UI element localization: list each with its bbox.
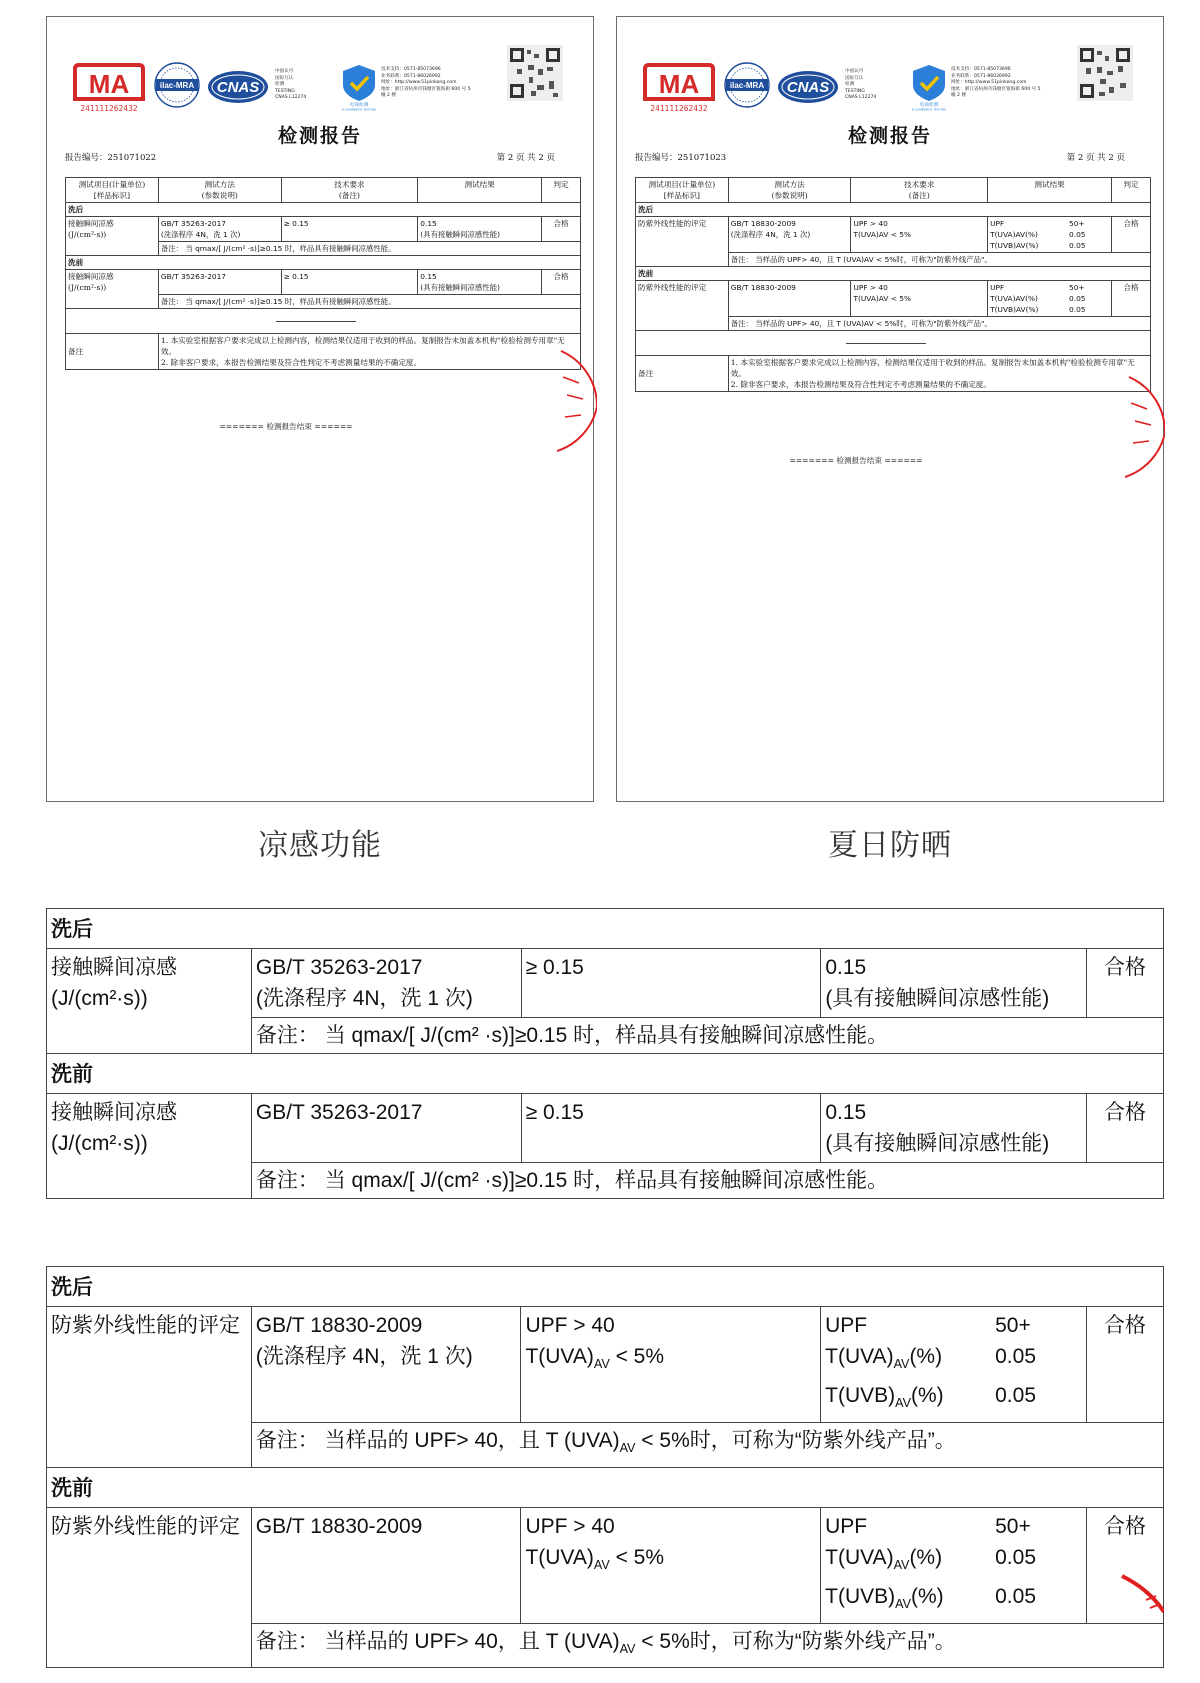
test-result: 0.15 (具有接触瞬间凉感性能) [418, 270, 542, 295]
note-2: 2. 除非客户要求，本报告检测结果及符合性判定不考虑测量结果的不确定度。 [730, 380, 991, 389]
requirement-upf: UPF > 40 [525, 1514, 615, 1538]
verdict: 合格 [1112, 281, 1151, 317]
result-uva: $T(UVA)_{AV}(\%)$ 0.05 [825, 1345, 1036, 1372]
remark: 备注： 当样品的 UPF> 40，且 T (UVA)AV < 5%时，可称为"防紫外线产品"。 [728, 317, 1150, 331]
test-result: UPF 50+ T(UVA)AV(%) 0.05 T(UVB)AV(%) 0.05 [988, 281, 1112, 317]
page-info: 第 2 页 共 2 页 [1066, 153, 1125, 163]
result-upf: UPF 50+ [825, 1314, 1031, 1337]
table-row [47, 1307, 1164, 1423]
red-seal-stamp-icon [557, 347, 597, 457]
ecommerce-testing-shield-icon [907, 63, 951, 111]
notes [728, 356, 1150, 392]
spacer-row [636, 331, 1151, 356]
cnas-caption-line: CNAS L12274 [275, 95, 307, 101]
report-title: 检测报告 [277, 125, 362, 147]
cnas-caption-line: 检测 [275, 82, 285, 88]
contact-line: 业务联系：0571-86026992 [381, 73, 441, 79]
uv-detail-table [46, 1266, 1164, 1668]
note-2: 2. 除非客户要求，本报告检测结果及符合性判定不考虑测量结果的不确定度。 [160, 358, 422, 367]
ecommerce-cn: 电商检测 [349, 103, 369, 108]
test-item: 防紫外线性能的评定 [636, 281, 729, 331]
result-value: 0.15 [825, 956, 867, 979]
report-table [65, 177, 581, 370]
test-item-unit: (J/(cm²·s)) [51, 1132, 148, 1155]
report-table [635, 177, 1151, 392]
cnas-caption-line: TESTING [275, 88, 295, 94]
notes [158, 334, 580, 370]
result-note: (具有接触瞬间凉感性能) [825, 1132, 1050, 1155]
cma-text: MA [658, 69, 700, 99]
cnas-text: CNAS [216, 79, 260, 96]
divider [276, 321, 356, 322]
section-label: 洗前 [636, 267, 1151, 281]
section-label: 洗后 [66, 203, 581, 217]
contact-line: 幢 2 楼 [381, 93, 397, 99]
contact-line: 幢 2 楼 [951, 93, 967, 99]
table-header-row [66, 178, 581, 203]
verdict: 合格 [1087, 1507, 1164, 1623]
notes-row [636, 356, 1151, 392]
caption-cooling: 凉感功能 [258, 828, 382, 863]
section-label-after-wash: 洗后 [47, 909, 1164, 949]
notes-label: 备注 [636, 356, 729, 392]
requirement: UPF > 40 T(UVA)AV < 5% [851, 281, 988, 317]
verdict: 合格 [1112, 217, 1151, 253]
test-method: GB/T 35263-2017 [251, 1094, 521, 1163]
verdict: 合格 [1087, 949, 1164, 1018]
table-row [66, 270, 581, 295]
table-row [636, 281, 1151, 317]
column-header: 测试项目(计量单位) [样品标识] [66, 178, 159, 203]
ecommerce-en: E-COMMERCE TESTING [341, 107, 377, 111]
cma-logo-icon [71, 61, 147, 115]
column-header: 测试方法 (参数说明) [728, 178, 851, 203]
result-value: 0.15 [825, 1101, 867, 1124]
divider [846, 343, 926, 344]
result-uva: $T(UVA)_{AV}(\%)$ 0.05 [825, 1545, 1036, 1572]
test-result: 0.15 (具有接触瞬间凉感性能) [418, 217, 542, 242]
cnas-caption-line: 国际互认 [275, 75, 294, 81]
ilac-text: ilac-MRA [159, 81, 195, 90]
contact-line: 地址：浙江省杭州市钱塘区银海街 600 号 5 [951, 86, 1041, 92]
result-upf: UPF 50+ [825, 1514, 1031, 1538]
test-result [821, 1507, 1087, 1623]
test-item: 接触瞬间凉感 (J/(cm²·s)) [66, 217, 159, 256]
test-result: UPF 50+ T(UVA)AV(%) 0.05 T(UVB)AV(%) 0.05 [988, 217, 1112, 253]
column-header: 测试结果 [988, 178, 1112, 203]
requirement: ≥ 0.15 [521, 1094, 821, 1163]
contact-info [951, 67, 1071, 100]
ecommerce-en: E-COMMERCE TESTING [911, 107, 947, 111]
test-method: GB/T 18830-2009 [251, 1507, 521, 1623]
section-label-before-wash: 洗前 [47, 1467, 1164, 1507]
certification-logos [641, 51, 1111, 121]
section-label-after-wash: 洗后 [47, 1267, 1164, 1307]
cma-number: 241111262432 [650, 104, 708, 113]
cnas-caption-line: 中国认可 [275, 69, 294, 74]
report-end: ======= 检测报告结束 ====== [219, 422, 353, 431]
qr-code-icon[interactable] [1077, 45, 1133, 101]
verdict: 合格 [542, 270, 581, 295]
remark: 备注： 当 qmax/[ J/(cm² ·s)]≥0.15 时，样品具有接触瞬间凉感性能。 [251, 1018, 1163, 1054]
method-note: (洗涤程序 4N，洗 1 次) [255, 1345, 473, 1368]
table-row [47, 1507, 1164, 1623]
remark: 备注： 当 qmax/[ J/(cm² ·s)]≥0.15 时，样品具有接触瞬间凉感性能。 [158, 295, 580, 309]
cnas-caption-line: 国际互认 [845, 75, 864, 81]
contact-info [381, 67, 501, 100]
notes-row [66, 334, 581, 370]
contact-line: 网址：http://www.51pinkong.com [381, 80, 457, 86]
method-standard: GB/T 35263-2017 [255, 956, 423, 979]
column-header: 判定 [542, 178, 581, 203]
cnas-logo-icon [207, 69, 269, 105]
requirement-uva: $T(UVA)_{AV} < 5\%$ [525, 1345, 665, 1372]
requirement [521, 1307, 821, 1423]
cma-logo-icon [641, 61, 717, 115]
test-method: GB/T 18830-2009 [728, 281, 851, 317]
test-item-unit: (J/(cm²·s)) [51, 987, 148, 1010]
test-item: 防紫外线性能的评定 [636, 217, 729, 267]
verdict: 合格 [1087, 1307, 1164, 1423]
contact-line: 网址：http://www.51pinkong.com [951, 80, 1027, 86]
caption-uv: 夏日防晒 [828, 828, 952, 863]
ilac-mra-logo-icon [723, 61, 771, 109]
test-method: GB/T 35263-2017 [158, 270, 281, 295]
report-number: 报告编号：251071022 [65, 153, 157, 163]
requirement-upf: UPF > 40 [525, 1314, 615, 1337]
note-1: 1. 本实验室根据客户要求完成以上检测内容，检测结果仅适用于收到的样品。复制报告未加盖本机构"检验检测专用章"无效。 [160, 336, 565, 356]
requirement: UPF > 40 T(UVA)AV < 5% [851, 217, 988, 253]
note-1: 1. 本实验室根据客户要求完成以上检测内容，检测结果仅适用于收到的样品。复制报告未加盖本机构"检验检测专用章"无效。 [730, 358, 1135, 378]
test-result [821, 949, 1087, 1018]
contact-line: 技术支持：0571-85073696 [951, 67, 1011, 72]
test-item: 防紫外线性能的评定 [47, 1307, 252, 1468]
table-row [66, 217, 581, 242]
cnas-caption-line: CNAS L12274 [845, 95, 877, 101]
remark: 备注： 当样品的 UPF> 40，且 T $(UVA)_{AV} < 5\%$时，可称为“防紫外线产品”。 [251, 1423, 1163, 1467]
column-header: 技术要求 (备注) [851, 178, 988, 203]
result-uvb: $T(UVB)_{AV}(\%)$ 0.05 [825, 1584, 1036, 1611]
result-uvb: $T(UVB)_{AV}(\%)$ 0.05 [825, 1384, 1036, 1411]
table-row [47, 949, 1164, 1018]
qr-code-icon[interactable] [507, 45, 563, 101]
test-method: GB/T 18830-2009 (洗涤程序 4N，洗 1 次) [728, 217, 851, 253]
requirement: ≥ 0.15 [281, 270, 418, 295]
test-item [47, 949, 252, 1054]
method-note: (洗涤程序 4N，洗 1 次) [255, 987, 473, 1010]
cnas-caption-line: 检测 [845, 82, 855, 88]
red-seal-stamp-icon [1125, 373, 1165, 483]
remark: 备注： 当 qmax/[ J/(cm² ·s)]≥0.15 时，样品具有接触瞬间凉感性能。 [158, 242, 580, 256]
table-row [636, 217, 1151, 253]
remark: 备注： 当样品的 UPF> 40，且 T $(UVA)_{AV} < 5\%$时，可称为“防紫外线产品”。 [251, 1623, 1163, 1667]
cnas-caption [845, 69, 905, 102]
test-method [251, 1307, 521, 1423]
red-seal-stamp-edge-icon [1120, 1570, 1164, 1614]
requirement [521, 1507, 821, 1623]
column-header: 测试项目(计量单位) [样品标识] [636, 178, 729, 203]
verdict: 合格 [542, 217, 581, 242]
cooling-detail-table [46, 908, 1164, 1199]
cnas-logo-icon [777, 69, 839, 105]
result-note: (具有接触瞬间凉感性能) [825, 987, 1050, 1010]
section-label-before-wash: 洗前 [47, 1054, 1164, 1094]
report-card-cooling [46, 16, 594, 802]
ecommerce-testing-shield-icon [337, 63, 381, 111]
cnas-text: CNAS [786, 79, 830, 96]
requirement: ≥ 0.15 [521, 949, 821, 1018]
requirement-uva: $T(UVA)_{AV} < 5\%$ [525, 1545, 665, 1572]
test-result [821, 1094, 1087, 1163]
test-item: 防紫外线性能的评定 [47, 1507, 252, 1668]
notes-label: 备注 [66, 334, 159, 370]
requirement: ≥ 0.15 [281, 217, 418, 242]
table-header-row [636, 178, 1151, 203]
test-method [251, 949, 521, 1018]
column-header: 测试结果 [418, 178, 542, 203]
section-label: 洗前 [66, 256, 581, 270]
test-result [821, 1307, 1087, 1423]
test-item-name: 接触瞬间凉感 [51, 955, 177, 979]
column-header: 测试方法 (参数说明) [158, 178, 281, 203]
test-item [47, 1094, 252, 1199]
cma-number: 241111262432 [80, 104, 138, 113]
cma-text: MA [88, 69, 130, 99]
cnas-caption-line: 中国认可 [845, 69, 864, 74]
report-number: 报告编号：251071023 [635, 153, 727, 163]
cnas-caption [275, 69, 335, 102]
contact-line: 业务联系：0571-86026992 [951, 73, 1011, 79]
verdict: 合格 [1087, 1094, 1164, 1163]
test-item: 接触瞬间凉感 (J/(cm²·s)) [66, 270, 159, 309]
report-title: 检测报告 [847, 125, 932, 147]
page-info: 第 2 页 共 2 页 [496, 153, 555, 163]
report-end: ======= 检测报告结束 ====== [789, 456, 923, 465]
section-label: 洗后 [636, 203, 1151, 217]
method-standard: GB/T 18830-2009 [255, 1314, 423, 1337]
column-header: 技术要求 (备注) [281, 178, 418, 203]
report-card-uv [616, 16, 1164, 802]
contact-line: 地址：浙江省杭州市钱塘区银海街 600 号 5 [381, 86, 471, 92]
spacer-row [66, 309, 581, 334]
remark: 备注： 当样品的 UPF> 40，且 T (UVA)AV < 5%时，可称为"防紫外线产品"。 [728, 253, 1150, 267]
ilac-mra-logo-icon [153, 61, 201, 109]
cnas-caption-line: TESTING [845, 88, 865, 94]
column-header: 判定 [1112, 178, 1151, 203]
certification-logos [71, 51, 541, 121]
test-method: GB/T 35263-2017 (洗涤程序 4N，洗 1 次) [158, 217, 281, 242]
test-item-name: 接触瞬间凉感 [51, 1100, 177, 1124]
contact-line: 技术支持：0571-85073696 [381, 67, 441, 72]
remark: 备注： 当 qmax/[ J/(cm² ·s)]≥0.15 时，样品具有接触瞬间凉感性能。 [251, 1163, 1163, 1199]
ecommerce-cn: 电商检测 [919, 103, 939, 108]
table-row [47, 1094, 1164, 1163]
ilac-text: ilac-MRA [729, 81, 765, 90]
